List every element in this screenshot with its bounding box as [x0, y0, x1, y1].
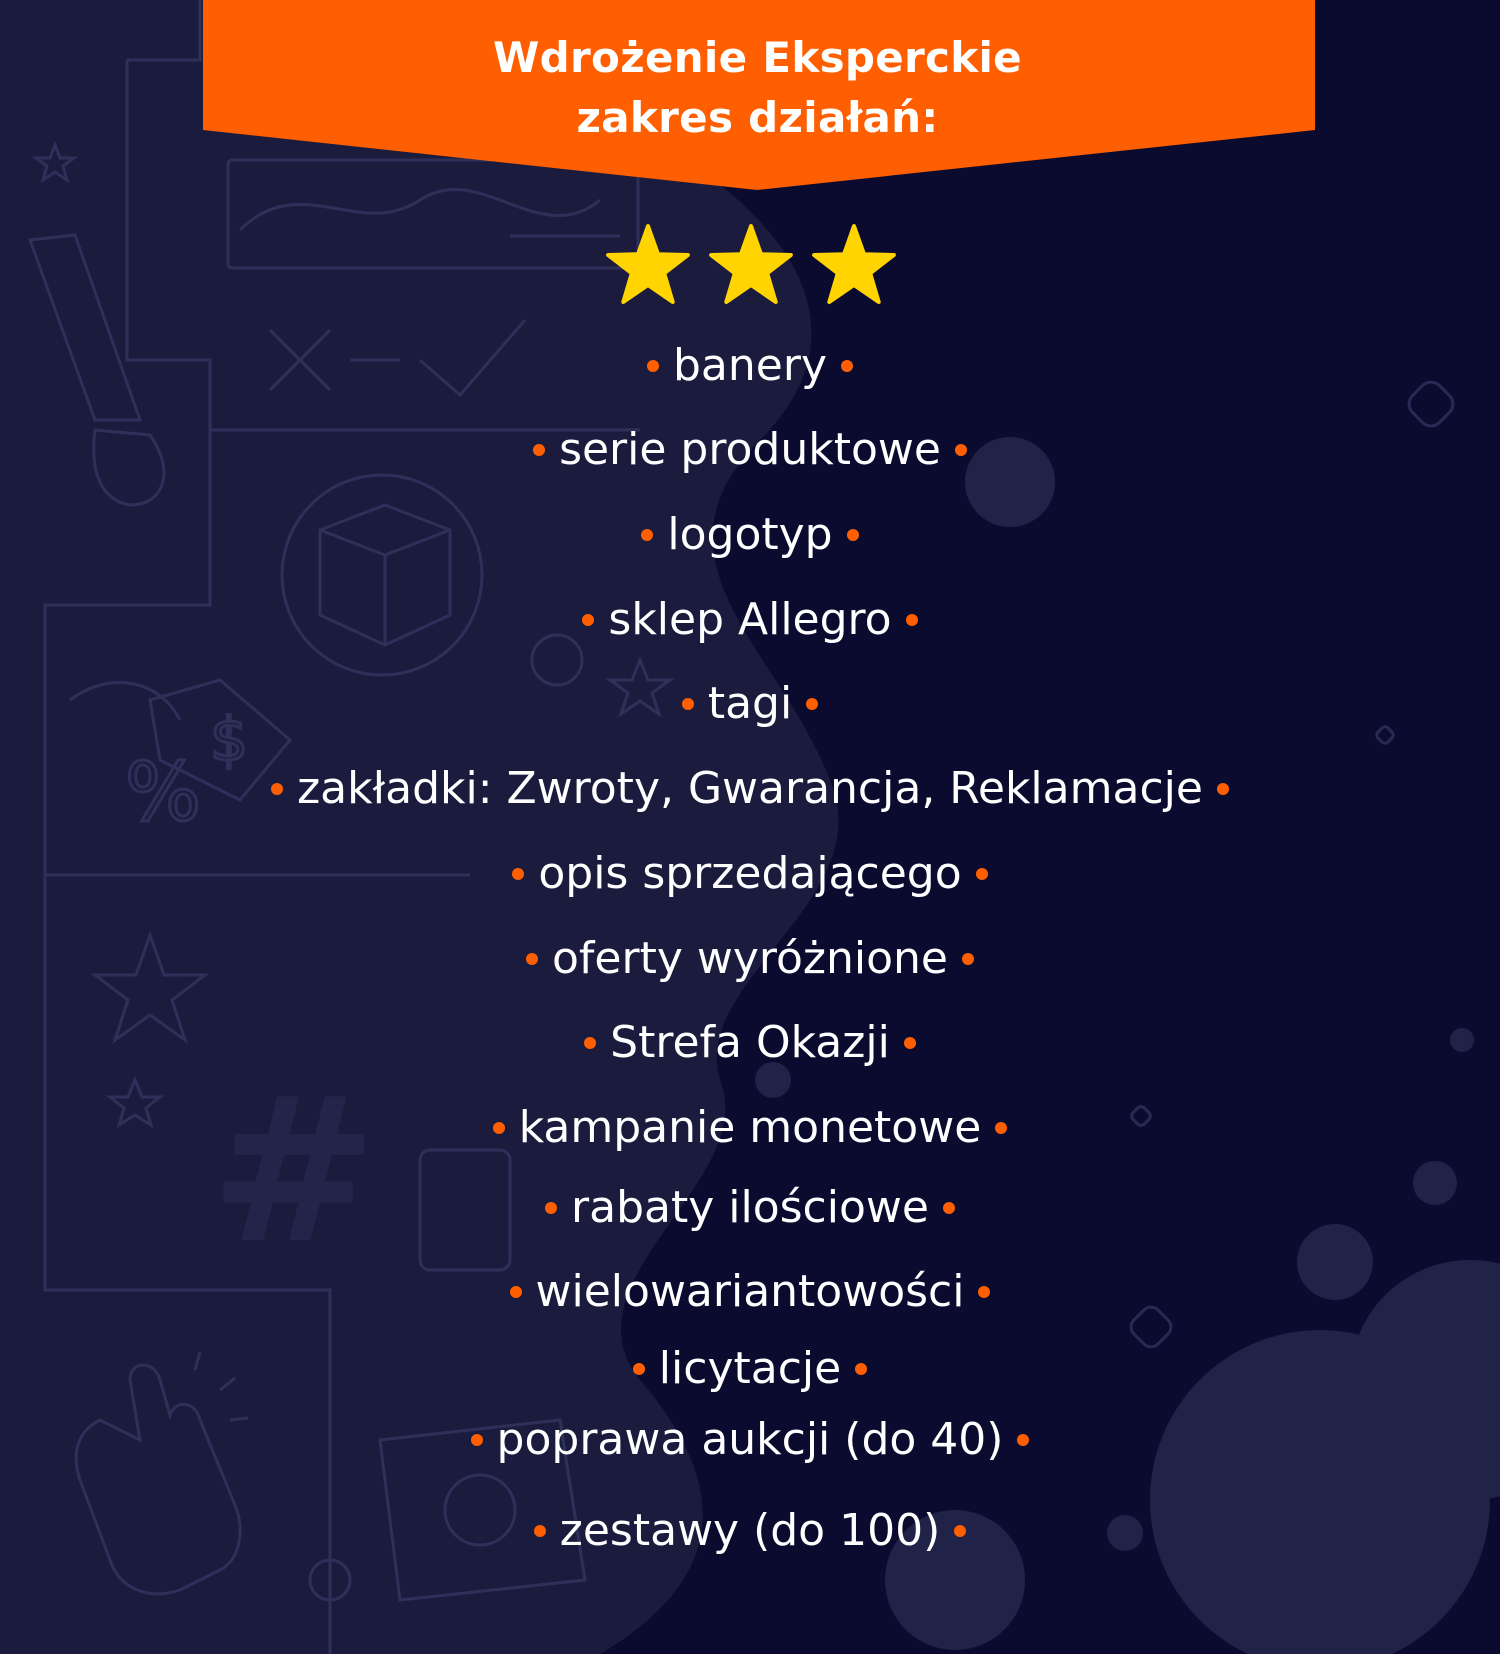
- list-item: [0, 1341, 1500, 1397]
- list-item: [0, 1412, 1500, 1468]
- list-item: [0, 1264, 1500, 1320]
- bullet-dot-icon: [995, 1122, 1007, 1134]
- bullet-dot-icon: [633, 1363, 645, 1375]
- bullet-dot-icon: [962, 953, 974, 965]
- bullet-dot-icon: [512, 868, 524, 880]
- bullet-dot-icon: [841, 360, 853, 372]
- bullet-dot-icon: [806, 698, 818, 710]
- list-item: [0, 338, 1500, 394]
- list-item-label: serie produktowe: [559, 424, 941, 475]
- bullet-dot-icon: [943, 1202, 955, 1214]
- list-item-label: Strefa Okazji: [610, 1017, 890, 1068]
- bullet-dot-icon: [582, 614, 594, 626]
- list-item-label: zestawy (do 100): [559, 1505, 941, 1556]
- bullet-dot-icon: [682, 698, 694, 710]
- list-item: [0, 761, 1500, 817]
- bullet-dot-icon: [641, 529, 653, 541]
- list-item-label: poprawa aukcji (do 40): [496, 1414, 1004, 1465]
- svg-text:%: %: [125, 746, 202, 839]
- bullet-dot-icon: [534, 1525, 546, 1537]
- bullet-dot-icon: [271, 783, 283, 795]
- page-title: [200, 28, 1315, 148]
- star-icon: [711, 226, 791, 302]
- list-item-label: sklep Allegro: [608, 594, 892, 645]
- bullet-dot-icon: [510, 1286, 522, 1298]
- svg-text:$: $: [210, 705, 249, 775]
- bullet-dot-icon: [955, 444, 967, 456]
- title-line-2: zakres działań:: [576, 93, 939, 142]
- bullet-dot-icon: [954, 1525, 966, 1537]
- bullet-dot-icon: [533, 444, 545, 456]
- bullet-dot-icon: [471, 1434, 483, 1446]
- list-item-label: oferty wyróżnione: [552, 933, 948, 984]
- list-item: [0, 846, 1500, 902]
- list-item-label: zakładki: Zwroty, Gwarancja, Reklamacje: [297, 763, 1203, 814]
- list-item-label: logotyp: [667, 509, 833, 560]
- list-item: [0, 1503, 1500, 1559]
- star-icon: [814, 226, 894, 302]
- bullet-dot-icon: [847, 529, 859, 541]
- bullet-dot-icon: [1017, 1434, 1029, 1446]
- bullet-dot-icon: [904, 1037, 916, 1049]
- list-item: [0, 1100, 1500, 1156]
- bullet-dot-icon: [906, 614, 918, 626]
- bullet-dot-icon: [493, 1122, 505, 1134]
- bullet-dot-icon: [545, 1202, 557, 1214]
- star-icon: [608, 226, 688, 302]
- list-item-label: rabaty ilościowe: [571, 1182, 929, 1233]
- list-item: [0, 1015, 1500, 1071]
- bullet-dot-icon: [855, 1363, 867, 1375]
- list-item: [0, 507, 1500, 563]
- rating-stars: [600, 222, 900, 310]
- svg-text:#: #: [210, 1055, 378, 1288]
- list-item-label: tagi: [707, 678, 793, 729]
- list-item: [0, 422, 1500, 478]
- bullet-dot-icon: [647, 360, 659, 372]
- bullet-dot-icon: [976, 868, 988, 880]
- title-line-1: Wdrożenie Eksperckie: [493, 33, 1022, 82]
- list-item-label: kampanie monetowe: [518, 1102, 982, 1153]
- bullet-dot-icon: [526, 953, 538, 965]
- list-item-label: wielowariantowości: [535, 1266, 965, 1317]
- list-item-label: licytacje: [658, 1343, 842, 1394]
- bullet-dot-icon: [978, 1286, 990, 1298]
- list-item: [0, 676, 1500, 732]
- list-item-label: opis sprzedającego: [538, 848, 962, 899]
- list-item: [0, 931, 1500, 987]
- list-item: [0, 592, 1500, 648]
- bullet-dot-icon: [1217, 783, 1229, 795]
- list-item: [0, 1180, 1500, 1236]
- bullet-dot-icon: [584, 1037, 596, 1049]
- list-item-label: banery: [673, 340, 827, 391]
